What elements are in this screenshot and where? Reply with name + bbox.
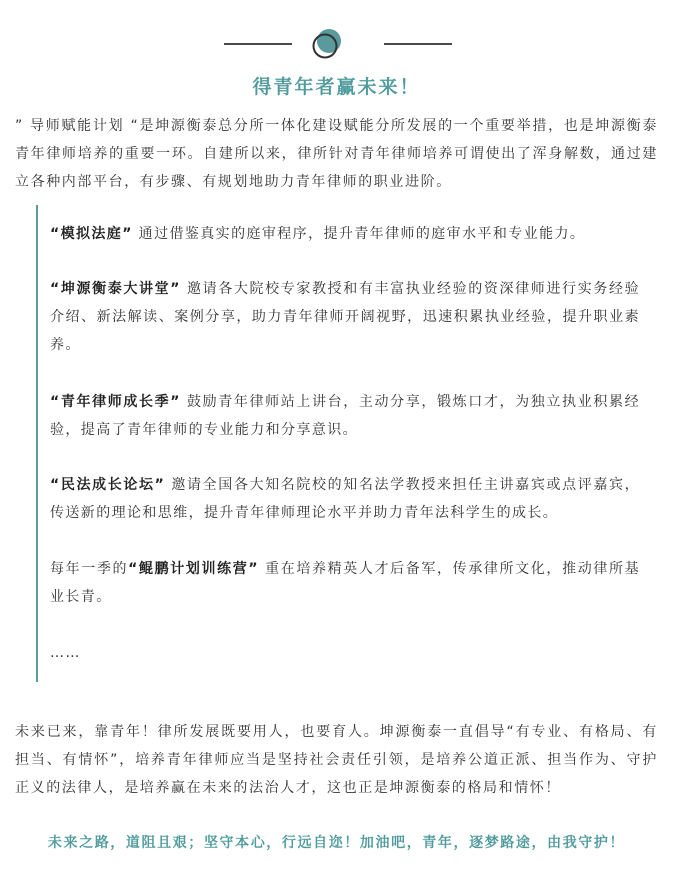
list-item — [50, 388, 640, 444]
closing-paragraph: 未来已来，靠青年！律所发展既要用人，也要育人。坤源衡泰一直倡导“有专业、有格局、有担当、有情怀”，培养青年律师应当是坚持社会责任引领，是培养公道正派、担当作为、守护正义的法律人，是培养赢在未来的法治人才，这也正是坤源衡泰的格局和情怀！ — [15, 724, 658, 796]
list-item — [50, 275, 640, 359]
ring-emblem-icon — [310, 27, 344, 61]
item-prefix: 每年一季的 — [50, 561, 129, 577]
list-item — [50, 555, 640, 611]
item-name: “模拟法庭” — [50, 226, 133, 242]
item-name: “青年律师成长季” — [50, 394, 181, 410]
header-ornament — [0, 22, 673, 62]
ellipsis: …… — [50, 645, 81, 661]
divider-left — [224, 43, 292, 45]
item-name: “坤源衡泰大讲堂” — [50, 281, 181, 297]
item-text: 邀请全国各大知名院校的知名法学教授来担任主讲嘉宾或点评嘉宾，传送新的理论和思维，提升青年律师理论水平并助力青年法科学生的成长。 — [50, 477, 640, 521]
slogan: 未来之路，道阻且艰；坚守本心，行远自迩！加油吧，青年，逐梦路途，由我守护！ — [47, 835, 626, 851]
intro-paragraph: ” 导师赋能计划 “是坤源衡泰总分所一体化建设赋能分所发展的一个重要举措，也是坤源衡泰青年律师培养的重要一环。自建所以来，律所针对青年律师培养可谓使出了浑身解数，通过建立各种内部平台，有步骤、有规划地助力青年律师的职业进阶。 — [15, 118, 658, 190]
item-text: 鼓励青年律师站上讲台，主动分享，锻炼口才，为独立执业积累经验，提高了青年律师的专业能力和分享意识。 — [50, 394, 640, 438]
divider-right — [384, 43, 452, 45]
list-item — [50, 471, 640, 527]
platform-list — [36, 205, 648, 682]
item-text: 重在培养精英人才后备军，传承律所文化，推动律所基业长青。 — [50, 561, 640, 605]
page-title: 得青年者赢未来！ — [252, 76, 421, 98]
item-text: 通过借鉴真实的庭审程序，提升青年律师的庭审水平和专业能力。 — [138, 226, 586, 242]
item-name: “鲲鹏计划训练营” — [128, 561, 259, 577]
list-item — [50, 220, 640, 248]
item-name: “民法成长论坛” — [50, 477, 166, 493]
item-text: 邀请各大院校专家教授和有丰富执业经验的资深律师进行实务经验介绍、新法解读、案例分享，助力青年律师开阔视野，迅速积累执业经验，提升职业素养。 — [50, 281, 640, 353]
